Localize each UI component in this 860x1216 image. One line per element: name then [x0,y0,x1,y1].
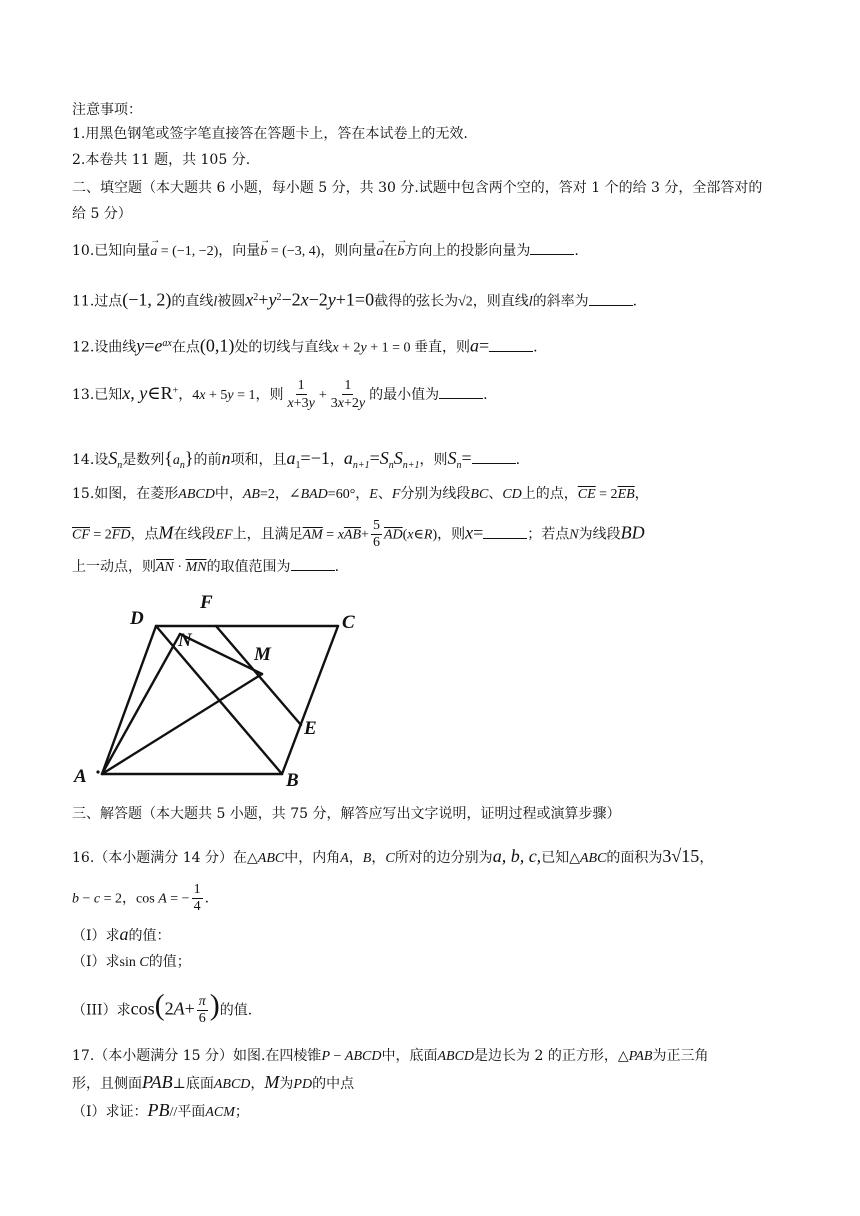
segment-an [102,634,180,774]
answer-blank [483,524,527,539]
answer-blank [472,449,516,464]
question-16-part2: （I）求sin C的值； [72,954,191,970]
question-17-line2: 形，且侧面PAB⊥底面ABCD，M为PD的中点 [72,1072,355,1092]
label-f: F [200,592,213,613]
label-d: D [130,608,144,629]
label-m: M [254,644,271,665]
question-15-line3: 上一动点，则$\overline{AN} \cdot \overline{MN}$的取值范围为 . [72,556,339,578]
rhombus-figure [70,586,370,790]
section2-title-line1: 二、填空题（本大题共 6 小题，每小题 5 分，共 30 分.试题中包含两个空的，答对 1 个的给 3 分，全部答对的 [72,180,763,196]
question-16-line2: b − c = 2，cos A = − $\frac{1}{4}$ . [72,882,210,914]
question-14: 14.设$S_n$是数列$\{a_n\}$的前n项和，且$a_1=-1$，$a_{n+1}=S_nS_{n+1}$，则$S_n=$ . [72,448,521,471]
question-15-line2: $\overline{CF} = 2\overline{FD}$，点M在线段EF上，且满足$\overline{AM} = x\overline{AB}+$ $\frac{5}{6}$ $\overline{AD}(x\in R)$，则x= ；若点N为线段BD [72,518,645,550]
notice-heading: 注意事项： [72,102,142,118]
question-11: 11.过点(−1, 2)的直线l被圆$x^2+y^2-2x-2y+1=0$截得的弦长为√2，则直线l的斜率为 . [72,289,638,310]
label-c: C [342,612,355,633]
answer-blank [291,556,335,571]
question-17-part1: （I）求证：PB//平面ACM； [72,1100,249,1120]
label-e: E [304,718,317,739]
answer-blank [530,240,574,255]
answer-blank [439,384,483,399]
question-16-line1: 16.（本小题满分 14 分）在△ABC中，内角A，B，C所对的边分别为a, b, c,已知△ABC的面积为3√15， [72,846,714,866]
question-10: 10.已知向量→ a = (−1, −2)，向量→ b = (−3, 4)，则向量→ a在→ b方向上的投影向量为 . [72,240,579,262]
question-12: 12.设曲线$y=e^{ax}$在点(0,1)处的切线与直线x + 2y + 1 = 0 垂直，则a= . [72,335,538,356]
side-ad [102,626,156,774]
section2-title-line2: 给 5 分） [72,206,132,222]
question-16-part1: （I）求a的值： [72,924,171,944]
notice-item-2: 2.本卷共 11 题，共 105 分. [72,152,251,168]
section3-title: 三、解答题（本大题共 5 小题，共 75 分，解答应写出文字说明，证明过程或演算步骤） [72,806,621,822]
notice-item-1: 1.用黑色钢笔或签字笔直接答在答题卡上，答在本试卷上的无效. [72,126,468,142]
question-13: 13.已知x, y∈R+，4x + 5y = 1，则 $\frac{1}{x+3y}$ + $\frac{1}{3x+2y}$ 的最小值为 . [72,378,488,411]
answer-blank [589,291,633,306]
label-n: N [178,630,192,651]
label-b: B [286,770,299,790]
side-cb [282,626,338,774]
question-16-part3: （III）求cos(2A+ $\frac{\pi}{6}$ )的值. [72,988,253,1026]
question-15-line1: 15.如图，在菱形ABCD中，AB=2，∠BAD=60°，E、F分别为线段BC、CD上的点，$\overline{CE} = 2\overline{EB}$， [72,486,649,502]
question-17-line1: 17.（本小题满分 15 分）如图.在四棱锥P − ABCD中，底面ABCD是边长为 2 的正方形，△PAB为正三角 [72,1048,709,1064]
label-a: A [74,766,87,787]
answer-blank [489,337,533,352]
